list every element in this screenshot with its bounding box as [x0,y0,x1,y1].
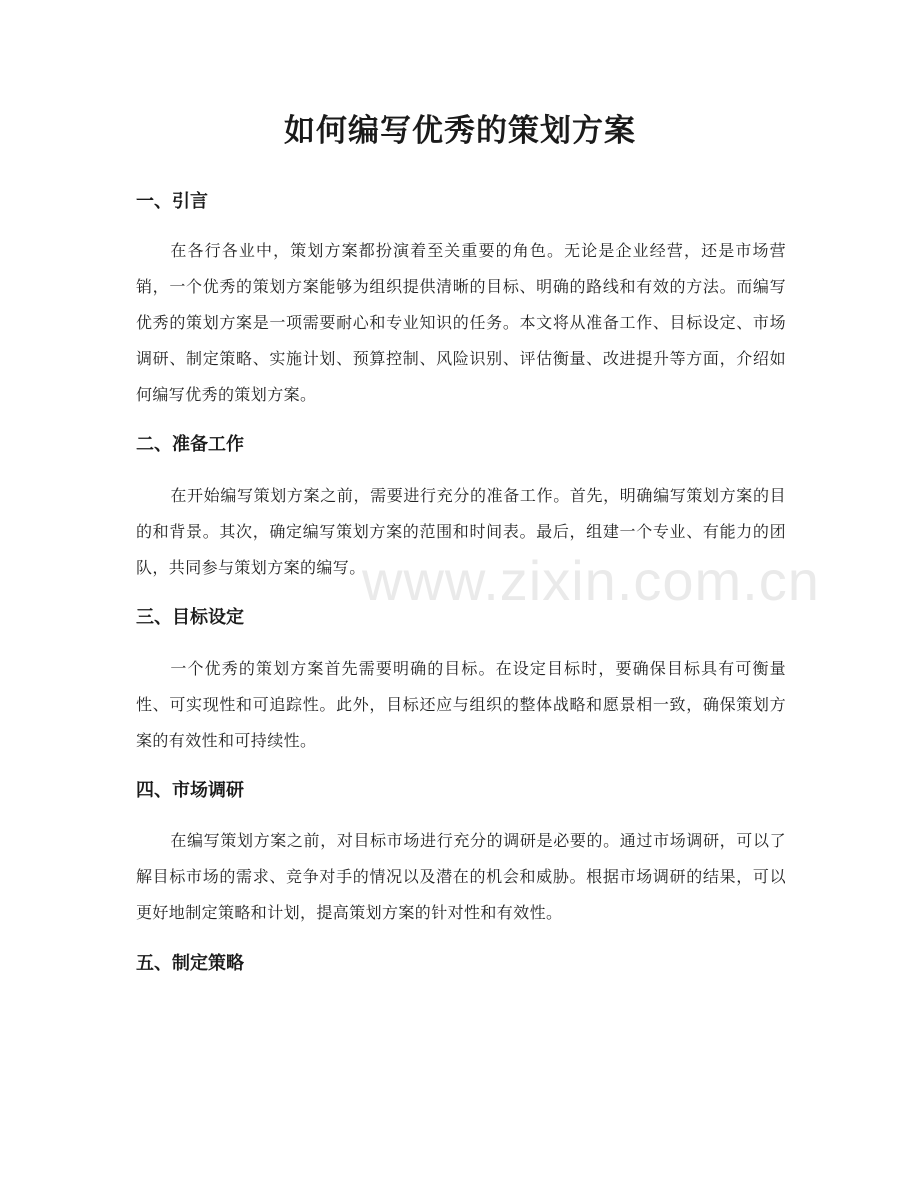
watermark: www.zixin.com.cn [362,549,820,612]
section-heading-market-research: 四、市场调研 [136,780,244,801]
section-heading-goal-setting: 三、目标设定 [136,607,244,628]
section-heading-introduction: 一、引言 [136,191,208,212]
section-paragraph-preparation: 在开始编写策划方案之前，需要进行充分的准备工作。首先，明确编写策划方案的目的和背景。其次，确定编写策划方案的范围和时间表。最后，组建一个专业、有能力的团队，共同参与策划方案的编写。 [136,486,786,577]
document-title: 如何编写优秀的策划方案 [284,113,636,149]
section-heading-preparation: 二、准备工作 [136,434,244,455]
section-paragraph-market-research: 在编写策划方案之前，对目标市场进行充分的调研是必要的。通过市场调研，可以了解目标市场的需求、竞争对手的情况以及潜在的机会和威胁。根据市场调研的结果，可以更好地制定策略和计划，提高策划方案的针对性和有效性。 [136,831,786,922]
section-heading-strategy: 五、制定策略 [136,953,244,974]
section-paragraph-introduction: 在各行各业中，策划方案都扮演着至关重要的角色。无论是企业经营，还是市场营销，一个优秀的策划方案能够为组织提供清晰的目标、明确的路线和有效的方法。而编写优秀的策划方案是一项需要耐心和专业知识的任务。本文将从准备工作、目标设定、市场调研、制定策略、实施计划、预算控制、风险识别、评估衡量、改进提升等方面，介绍如何编写优秀的策划方案。 [136,241,786,404]
section-paragraph-goal-setting: 一个优秀的策划方案首先需要明确的目标。在设定目标时，要确保目标具有可衡量性、可实现性和可追踪性。此外，目标还应与组织的整体战略和愿景相一致，确保策划方案的有效性和可持续性。 [136,659,786,750]
